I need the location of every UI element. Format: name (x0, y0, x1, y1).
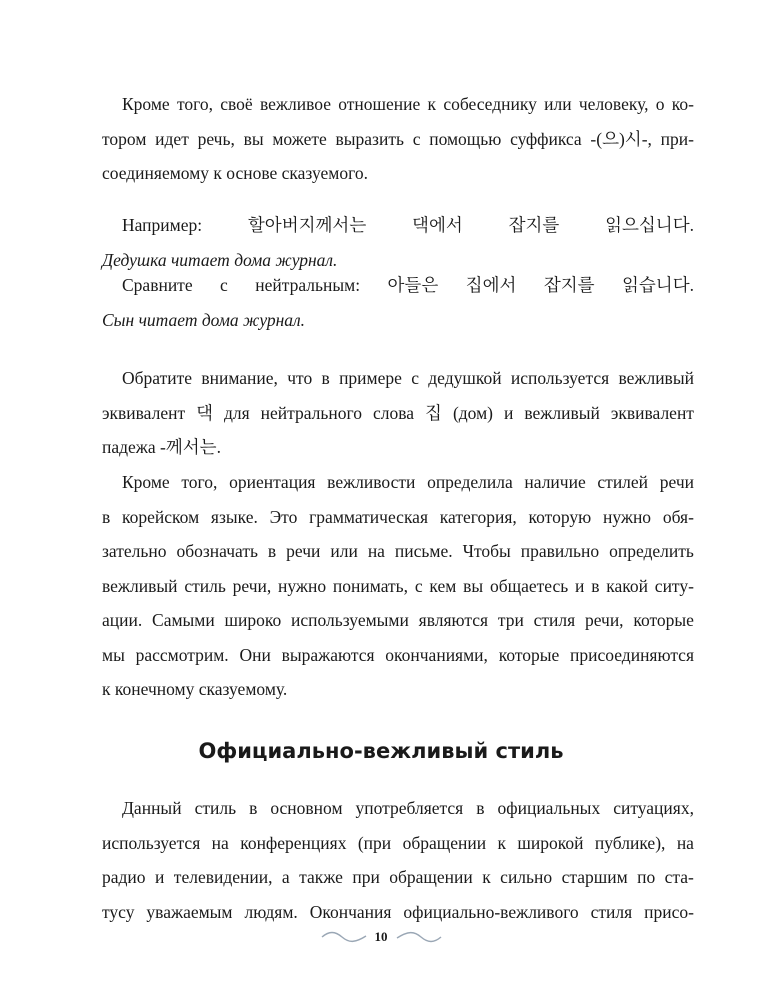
korean-word: 읽으십니다. (605, 215, 694, 235)
paragraph-speech-styles (102, 465, 694, 707)
example-sentence (102, 268, 694, 303)
page-number: 10 (374, 929, 388, 944)
text-line: тором идет речь, вы можете выразить с помощью суффикса -(으)시-, при- (102, 128, 694, 149)
example-label: Например: (122, 215, 203, 235)
text-line: соединяемому к основе сказуемого. (102, 163, 368, 183)
example-label-word: Сравните (122, 275, 193, 295)
korean-word: 집에서 (465, 275, 517, 295)
example-neutral (102, 268, 694, 337)
paragraph-note (102, 361, 694, 465)
korean-word: 읽습니다. (621, 275, 694, 295)
korean-word: 잡지를 (543, 275, 595, 295)
example-label-word: с (220, 275, 228, 295)
wave-ornament-left-icon (321, 931, 367, 943)
paragraph-intro (102, 87, 694, 191)
text-line: Кроме того, своё вежливое отношение к собеседнику или человеку, о ко- (122, 94, 694, 114)
example-label-word: нейтральным: (255, 275, 361, 295)
text-line: эквивалент 댁 для нейтрального слова 집 (дом) и вежливый эквивалент (102, 402, 694, 423)
text-line: зательно обозначать в речи или на письме. Чтобы правильно определить (102, 541, 694, 561)
example-translation: Сын читает дома журнал. (102, 309, 306, 330)
korean-word: 잡지를 (508, 215, 560, 235)
text-line: ации. Самыми широко используемыми являются три стиля речи, которые (102, 610, 694, 630)
text-line: вежливый стиль речи, нужно понимать, с кем вы общаетесь и в какой ситу- (102, 575, 694, 596)
text-line: радио и телевидении, а также при обращении к сильно старшим по ста- (102, 867, 694, 887)
example-translation: Дедушка читает дома журнал. (102, 249, 338, 270)
page-footer (0, 922, 762, 952)
text-line: Кроме того, ориентация вежливости определила наличие стилей речи (122, 472, 694, 492)
paragraph-official-style (102, 791, 694, 929)
example-polite (102, 208, 694, 277)
text-line: падежа -께서는. (102, 437, 221, 457)
wave-ornament-right-icon (396, 931, 442, 943)
text-line: Обратите внимание, что в примере с дедушкой используется вежливый (122, 368, 694, 388)
text-line: тусу уважаемым людям. Окончания официально-вежливого стиля присо- (102, 901, 694, 922)
korean-word: 아들은 (387, 275, 439, 295)
text-line: Данный стиль в основном употребляется в официальных ситуациях, (122, 798, 694, 818)
text-line: используется на конференциях (при обращении к широкой публике), на (102, 832, 694, 853)
text-line: мы рассмотрим. Они выражаются окончаниями, которые присоединяются (102, 644, 694, 665)
korean-word: 할아버지께서는 (247, 215, 367, 235)
korean-word: 댁에서 (412, 215, 463, 235)
example-sentence (102, 208, 694, 243)
text-line: к конечному сказуемому. (102, 679, 288, 699)
section-heading: Официально-вежливый стиль (198, 739, 564, 763)
text-line: в корейском языке. Это грамматическая категория, которую нужно обя- (102, 506, 694, 527)
